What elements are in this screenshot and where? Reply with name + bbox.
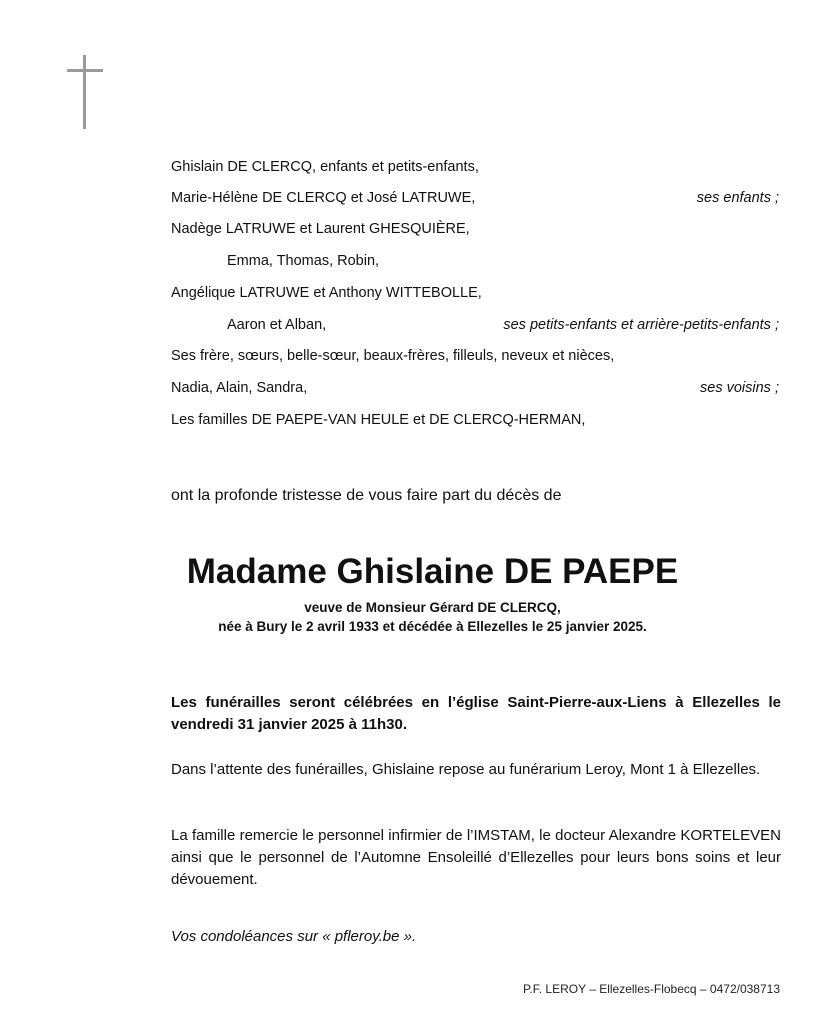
family-thanks: La famille remercie le personnel infirmier de l’IMSTAM, le docteur Alexandre KORTELEVEN ainsi que le personnel de l’Automne Ensoleillé d’Ellezelles pour leurs bons soins et leur dévouement. [171,827,781,888]
family-line [171,345,779,367]
family-line [171,156,779,178]
cross-icon [67,55,103,129]
family-line [171,377,779,399]
family-names: Ghislain DE CLERCQ, enfants et petits-enfants, [171,159,479,175]
cross-vertical-bar [83,55,86,129]
family-relation: ses voisins ; [700,380,779,396]
family-line [171,250,779,272]
rest-location: Dans l’attente des funérailles, Ghislaine repose au funérarium Leroy, Mont 1 à Ellezelles. [171,761,761,778]
family-names: Angélique LATRUWE et Anthony WITTEBOLLE, [171,285,482,301]
family-line [171,409,779,431]
family-relation: ses enfants ; [696,190,779,206]
deceased-name: Madame Ghislaine DE PAEPE [186,552,679,591]
family-line [171,282,779,304]
family-line [171,218,779,240]
family-names: Nadège LATRUWE et Laurent GHESQUIÈRE, [171,221,470,237]
funeral-home-footer: P.F. LEROY – Ellezelles-Flobecq – 0472/038713 [522,982,780,996]
family-line [171,187,779,209]
family-line [171,314,779,336]
condolences-link: Vos condoléances sur « pfleroy.be ». [171,928,417,945]
announcement-intro: ont la profonde tristesse de vous faire part du décès de [171,487,562,504]
cross-horizontal-bar [67,69,103,72]
family-names: Marie-Hélène DE CLERCQ et José LATRUWE, [171,190,476,206]
family-names: Nadia, Alain, Sandra, [171,380,308,396]
widow-of-line: veuve de Monsieur Gérard DE CLERCQ, [304,600,561,615]
family-names: Aaron et Alban, [227,317,327,333]
birth-death-line: née à Bury le 2 avril 1933 et décédée à Ellezelles le 25 janvier 2025. [218,619,647,634]
family-relation: ses petits-enfants et arrière-petits-enfants ; [503,317,779,333]
funeral-details: Les funérailles seront célébrées en l’église Saint-Pierre-aux-Liens à Ellezelles le vendredi 31 janvier 2025 à 11h30. [171,694,781,733]
family-names: Les familles DE PAEPE-VAN HEULE et DE CLERCQ-HERMAN, [171,412,586,428]
family-names: Ses frère, sœurs, belle-sœur, beaux-frères, filleuls, neveux et nièces, [171,348,615,364]
family-names: Emma, Thomas, Robin, [227,253,380,269]
